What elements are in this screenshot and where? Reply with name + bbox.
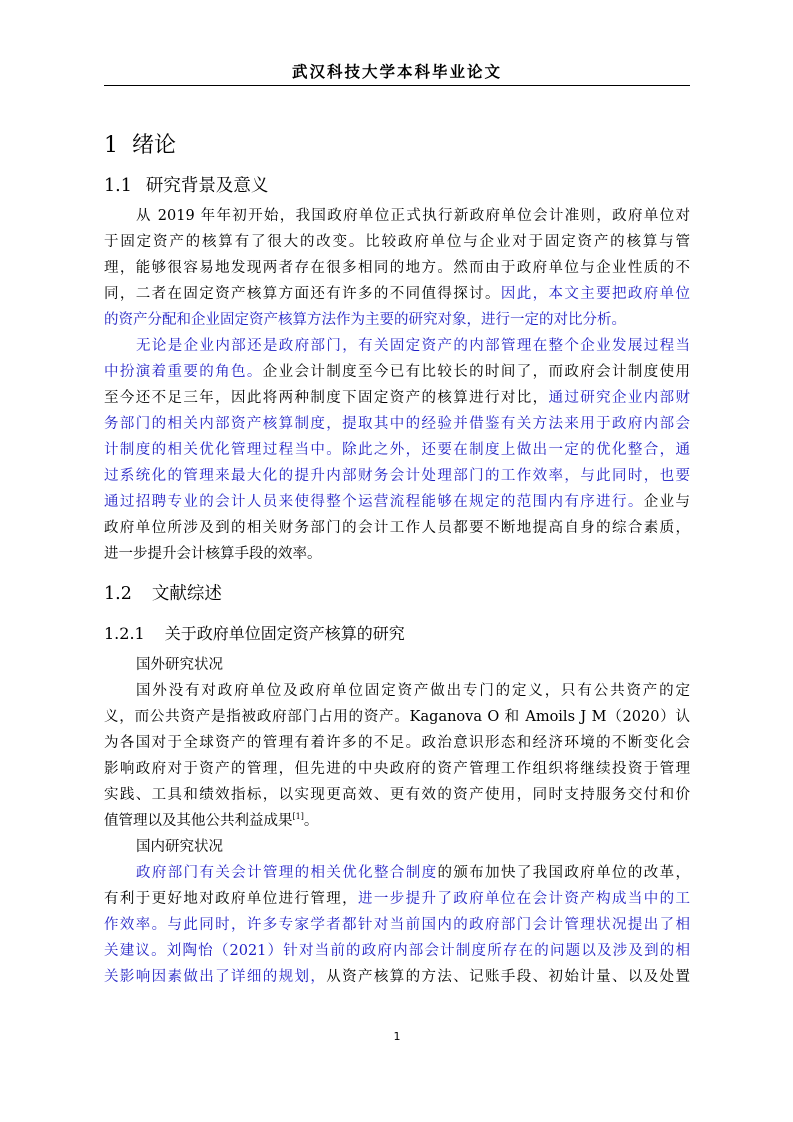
paragraph-line: 为各国对于全球资产的管理有着许多的不足。政治意识形态和经济环境的不断变化会	[104, 735, 690, 751]
text-span: 企业与	[643, 494, 690, 510]
text-span: 的颁布加快了我国政府单位的改革，	[437, 865, 690, 881]
chapter-heading	[104, 128, 176, 159]
paragraph-line: 进一步提升会计核算手段的效率。	[104, 546, 322, 562]
highlighted-text: 政府部门有关会计管理的相关优化整合制度	[136, 865, 438, 881]
highlighted-text: 进一步提升了政府单位在会计资产构成当中的工	[358, 891, 690, 907]
highlighted-text: 通过研究企业内部财	[548, 390, 690, 406]
paragraph-line	[104, 811, 690, 831]
subsection-title: 关于政府单位固定资产核算的研究	[164, 624, 405, 643]
chapter-title: 绪论	[132, 133, 177, 158]
paragraph-line: 影响政府对于资产的管理，但先进的中央政府的资产管理工作组织将继续投资于管理	[104, 761, 690, 777]
paragraph-line	[104, 492, 690, 512]
chapter-number: 1	[104, 133, 118, 158]
highlighted-text: 通过招聘专业的会计人员来使得整个运营流程能够在规定的范围内有序进行。	[104, 494, 644, 510]
abroad-label: 国外研究状况	[136, 657, 223, 673]
section-title: 文献综述	[151, 584, 222, 604]
paragraph-line: 作效率。与此同时，许多专家学者都针对当前国内的政府部门会计管理状况提出了相	[104, 917, 690, 933]
paragraph-line	[104, 284, 690, 304]
paragraph-line	[104, 889, 690, 909]
paragraph-line: 务部门的相关内部资产核算制度，提取其中的经验并借鉴有关方法来用于政府内部会	[104, 416, 690, 432]
subsection-heading-1-2-1	[104, 621, 405, 644]
paragraph-line	[104, 388, 690, 408]
running-header: 武汉科技大学本科毕业论文	[291, 63, 502, 81]
paragraph-line: 计制度的相关优化管理过程当中。除此之外，还要在制度上做出一定的优化整合，通	[104, 442, 690, 458]
page-number: 1	[393, 1030, 401, 1043]
subsection-number: 1.2.1	[104, 624, 145, 643]
paragraph-line: 政府单位所涉及到的相关财务部门的会计工作人员都要不断地提高自身的综合素质，	[104, 520, 690, 536]
paragraph-line: 从 2019 年年初开始，我国政府单位正式执行新政府单位会计准则，政府单位对	[136, 208, 690, 224]
highlighted-text: 关影响因素做出了详细的规划，	[104, 969, 327, 985]
header-rule	[104, 85, 690, 86]
paragraph-line: 的资产分配和企业固定资产核算方法作为主要的研究对象，进行一定的对比分析。	[104, 312, 626, 328]
paragraph-line: 关建议。刘陶怡（2021）针对当前的政府内部会计制度所存在的问题以及涉及到的相	[104, 943, 690, 959]
paragraph-line: 义，而公共资产是指被政府部门占用的资产。Kaganova O 和 Amoils J M（2020）认	[104, 709, 690, 725]
section-title: 研究背景及意义	[145, 176, 269, 196]
text-span: 有利于更好地对政府单位进行管理，	[104, 891, 358, 907]
paragraph-line: 实践、工具和绩效指标，以实现更高效、更有效的资产使用，同时支持服务交付和价	[104, 787, 690, 803]
paragraph-line	[104, 362, 690, 382]
paragraph-line: 于固定资产的核算有了很大的改变。比较政府单位与企业对于固定资产的核算与管	[104, 234, 690, 250]
highlighted-text: 因此，本文主要把政府单位	[500, 286, 690, 302]
paragraph-line: 无论是企业内部还是政府部门，有关固定资产的内部管理在整个企业发展过程当	[136, 338, 690, 354]
text-span: 从资产核算的方法、记账手段、初始计量、以及处置	[326, 969, 690, 985]
highlighted-text: 中扮演着重要的角色。	[104, 364, 263, 380]
text-span: 。	[303, 813, 319, 829]
text-span: 同，二者在固定资产核算方面还有许多的不同值得探讨。	[104, 286, 501, 302]
text-span: 企业会计制度至今已有比较长的时间了，而政府会计制度使用	[262, 364, 690, 380]
text-span: 值管理以及其他公共利益成果	[104, 813, 293, 829]
citation-ref[interactable]: [1]	[292, 812, 304, 822]
paragraph-line	[104, 967, 690, 987]
domestic-label: 国内研究状况	[136, 839, 223, 855]
paragraph-line: 过系统化的管理来最大化的提升内部财务会计处理部门的工作效率，与此同时，也要	[104, 468, 690, 484]
section-number: 1.2	[104, 584, 132, 604]
section-heading-1-1	[104, 172, 268, 197]
text-span: 至今还不足三年，因此将两种制度下固定资产的核算进行对比，	[104, 390, 549, 406]
paragraph-line	[136, 863, 690, 883]
paragraph-line: 理，能够很容易地发现两者存在很多相同的地方。然而由于政府单位与企业性质的不	[104, 260, 690, 276]
paragraph-line: 国外没有对政府单位及政府单位固定资产做出专门的定义，只有公共资产的定	[136, 683, 690, 699]
section-number: 1.1	[104, 176, 132, 196]
section-heading-1-2	[104, 580, 222, 605]
